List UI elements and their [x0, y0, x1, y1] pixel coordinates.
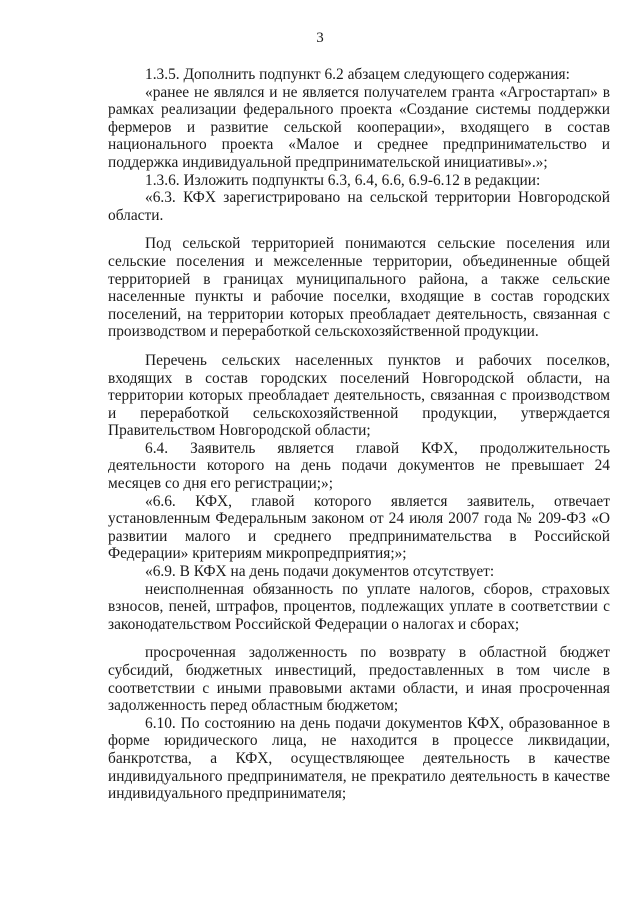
page-number: 3 [316, 30, 324, 46]
paragraph-rural-territory: Под сельской территорией понимаются сельские поселения или сельские поселения и межселенные территории, объединенные общей территорией в границах муниципального района, а также сельские населенные пункты и рабочие поселки, входящие в состав городских поселений, на территории которых преобладает деятельность, связанная с производством и переработкой сельскохозяйственной продукции. [108, 235, 610, 341]
paragraph-1-3-6: 1.3.6. Изложить подпункты 6.3, 6.4, 6.6, 6.9-6.12 в редакции: [145, 171, 541, 189]
paragraph-budget-debt: просроченная задолженность по возврату в областной бюджет субсидий, бюджетных инвестиций, предоставленных в том числе в соответствии с иными правовыми актами области, и иная просроченная задолженность перед областным бюджетом; [108, 644, 610, 715]
paragraph-6-6: «6.6. КФХ, главой которого является заявитель, отвечает установленным Федеральным законом от 24 июля 2007 года № 209-ФЗ «О развитии малого и среднего предпринимательства в Российской Федерации» критериям микропредприятия;»; [108, 492, 610, 563]
paragraph-6-10: 6.10. По состоянию на день подачи документов КФХ, образованное в форме юридического лица, не находится в процессе ликвидации, банкротства, а КФХ, осуществляющее деятельность в качестве индивидуального предпринимателя, не прекратило деятельность в качестве индивидуального предпринимателя; [108, 714, 610, 803]
paragraph-6-9: «6.9. В КФХ на день подачи документов отсутствует: [145, 563, 495, 581]
paragraph-grant-condition: «ранее не являлся и не является получателем гранта «Агростартап» в рамках реализации федерального проекта «Создание системы поддержки фермеров и развитие сельской кооперации», входящего в состав национального проекта «Малое и среднее предпринимательство и поддержка индивидуальной предпринимательской инициативы».»; [108, 83, 610, 171]
paragraph-1-3-5: 1.3.5. Дополнить подпункт 6.2 абзацем следующего содержания: [145, 66, 570, 83]
paragraph-settlements-list: Перечень сельских населенных пунктов и рабочих поселков, входящих в состав городских поселений Новгородской области, на территории которых преобладает деятельность, связанная с производством и переработкой сельскохозяйственной продукции, утверждается Правительством Новгородской области; [108, 351, 610, 440]
document-body [108, 66, 610, 803]
paragraph-6-4: 6.4. Заявитель является главой КФХ, продолжительность деятельности которого на день подачи документов не превышает 24 месяцев со дня его регистрации;»; [108, 439, 610, 493]
paragraph-tax-obligations: неисполненная обязанность по уплате налогов, сборов, страховых взносов, пеней, штрафов, процентов, подлежащих уплате в соответствии с законодательством Российской Федерации о налогах и сборах; [108, 580, 610, 633]
paragraph-6-3: «6.3. КФХ зарегистрировано на сельской территории Новгородской области. [108, 189, 610, 224]
